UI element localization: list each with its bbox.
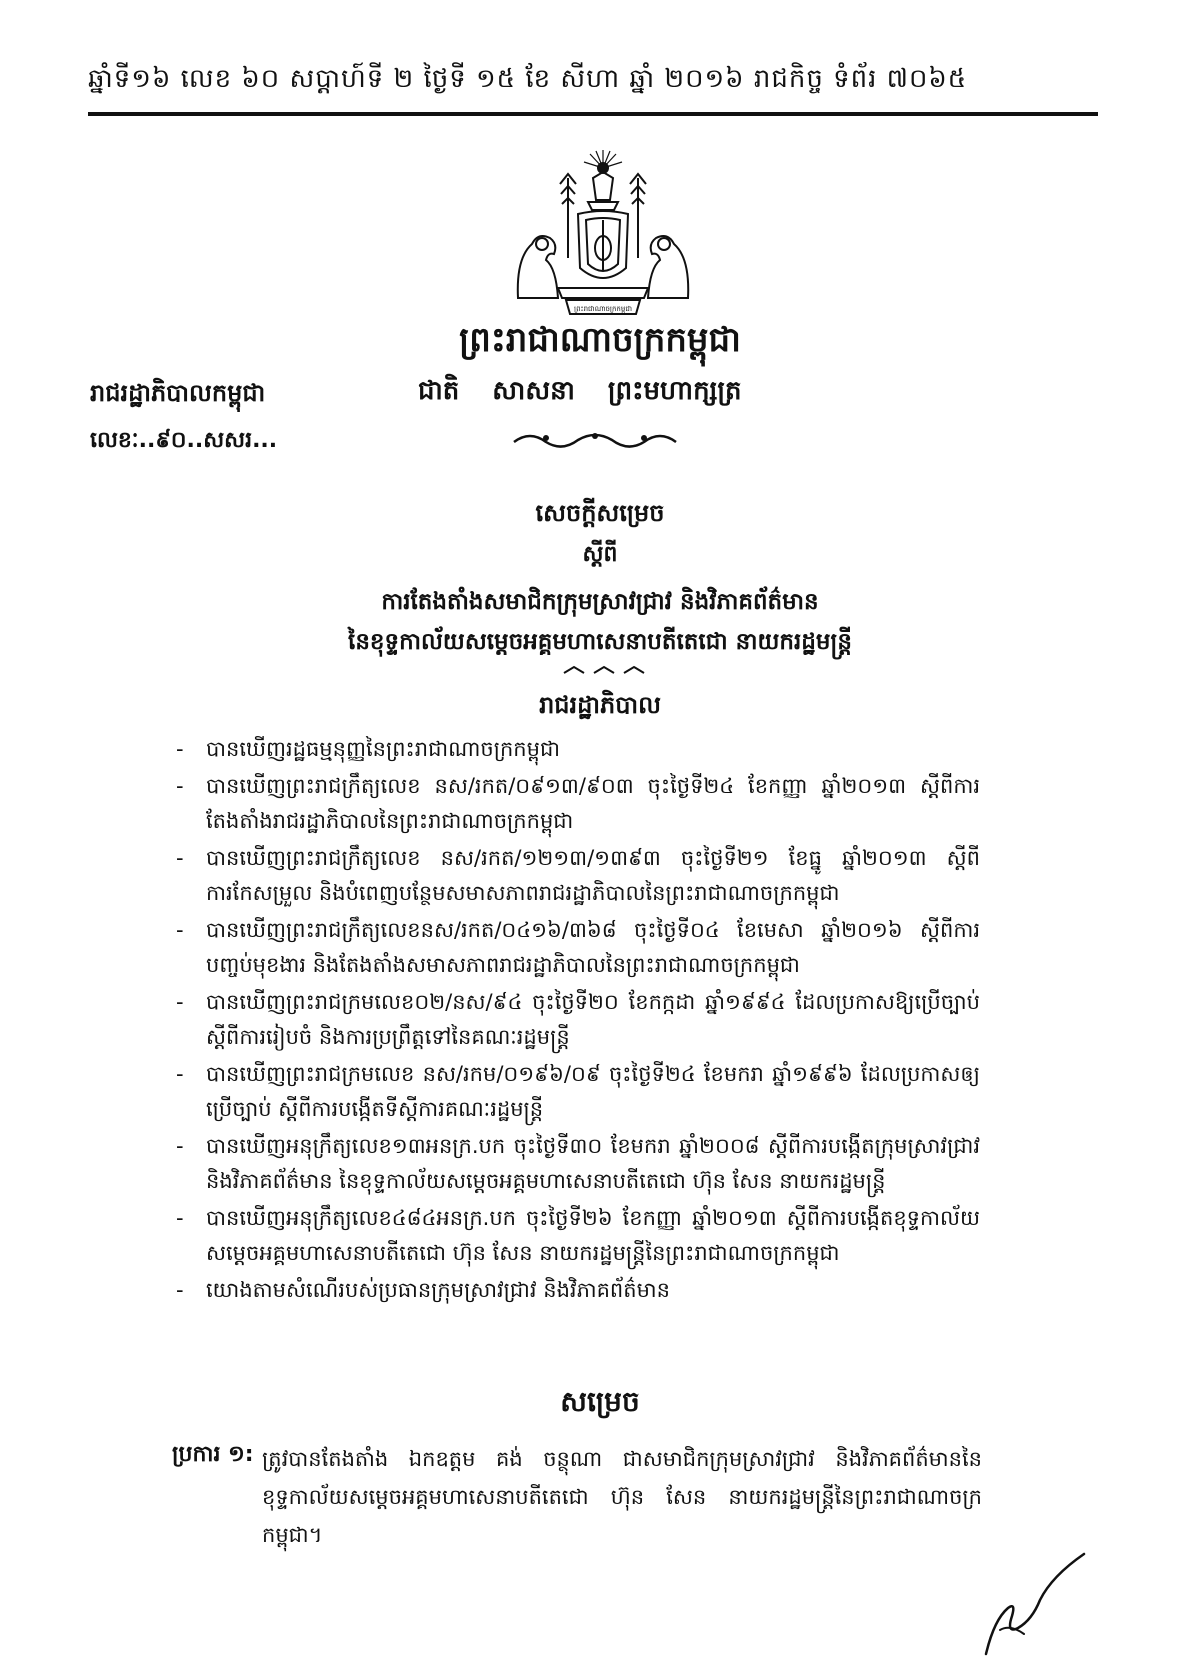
citation-item: - យោងតាមសំណើរបស់ប្រធានក្រុមស្រាវជ្រាវ និងវិភាគព័ត៌មាន xyxy=(176,1278,670,1302)
reference-number: លេខៈ..៩០..សសរ... xyxy=(90,428,278,453)
citation-item: - បានឃើញព្រះរាជក្រមលេខ នស/រកម/០១៩៦/០៩ ចុះថ្ងៃទី២៤ ខែមករា ឆ្នាំ១៩៩៦ ដែលប្រកាសឲ្យប្រើច្បាប់ ស្តីពីការបង្កើតទីស្តីការគណៈរដ្ឋមន្ត្រី xyxy=(176,1062,980,1121)
article-1-text: ត្រូវបានតែងតាំង ឯកឧត្តម គង់ ចន្ថុណា ជាសមាជិកក្រុមស្រាវជ្រាវ និងវិភាគព័ត៌មាននៃខុទ្ទកាល័យសម្តេចអគ្គមហាសេនាបតីតេជោ ហ៊ុន សែន នាយករដ្ឋមន្ត្រីនៃព្រះរាជាណាចក្រកម្ពុជា។ xyxy=(262,1447,982,1547)
document-about: ស្តីពី xyxy=(582,542,618,567)
citation-text: បានឃើញអនុក្រឹត្យលេខ១៣អនក្រ.បក ចុះថ្ងៃទី៣០ ខែមករា ឆ្នាំ២០០៨ ស្តីពីការបង្កើតក្រុមស្រាវជ្រាវ និងវិភាគព័ត៌មាន នៃខុទ្ទកាល័យសម្តេចអគ្គមហាសេនាបតីតេជោ ហ៊ុន សែន នាយករដ្ឋមន្ត្រី xyxy=(206,1134,980,1193)
citation-item: - បានឃើញព្រះរាជក្រឹត្យលេខ នស/រកត/០៩១៣/៩០៣ ចុះថ្ងៃទី២៤ ខែកញ្ញា ឆ្នាំ២០១៣ ស្តីពីការតែងតាំងរាជរដ្ឋាភិបាលនៃព្រះរាជាណាចក្រកម្ពុជា xyxy=(176,774,980,833)
citation-text: បានឃើញព្រះរាជក្រឹត្យលេខ នស/រកត/១២១៣/១៣៩៣ ចុះថ្ងៃទី២១ ខែធ្នូ ឆ្នាំ២០១៣ ស្តីពីការកែសម្រួល និងបំពេញបន្ថែមសមាសភាពរាជរដ្ឋាភិបាលនៃព្រះរាជាណាចក្រកម្ពុជា xyxy=(206,846,980,905)
citation-item: - បានឃើញព្រះរាជក្រមលេខ០២/នស/៩៤ ចុះថ្ងៃទី២០ ខែកក្កដា ឆ្នាំ១៩៩៤ ដែលប្រកាសឱ្យប្រើច្បាប់ស្តីពីការរៀបចំ និងការប្រព្រឹត្តទៅនៃគណៈរដ្ឋមន្ត្រី xyxy=(176,990,980,1049)
citation-list xyxy=(172,732,980,1310)
small-ornament-icon xyxy=(560,663,650,677)
signature-mark-icon xyxy=(980,1550,1090,1660)
citation-text: បានឃើញព្រះរាជក្រឹត្យលេខ នស/រកត/០៩១៣/៩០៣ ចុះថ្ងៃទី២៤ ខែកញ្ញា ឆ្នាំ២០១៣ ស្តីពីការតែងតាំងរាជរដ្ឋាភិបាលនៃព្រះរាជាណាចក្រកម្ពុជា xyxy=(206,774,980,833)
subject-line: ការតែងតាំងសមាជិកក្រុមស្រាវជ្រាវ និងវិភាគព័ត៌មាន xyxy=(381,589,819,615)
document-subject xyxy=(230,582,970,662)
citation-item: - បានឃើញព្រះរាជក្រឹត្យលេខនស/រកត/០៤១៦/៣៦៨ ចុះថ្ងៃទី០៤ ខែមេសា ឆ្នាំ២០១៦ ស្តីពីការបញ្ចប់មុខងារ និងតែងតាំងសមាសភាពរាជរដ្ឋាភិបាលនៃព្រះរាជាណាចក្រកម្ពុជា xyxy=(176,918,980,977)
issuer-heading: រាជរដ្ឋាភិបាល xyxy=(539,691,661,719)
gazette-header: ឆ្នាំទី១៦ លេខ ៦០ សប្តាហ៍ទី ២ ថ្ងៃទី ១៥ ខែ សីហា ឆ្នាំ ២០១៦ រាជកិច្ច ទំព័រ ៧០៦៥ xyxy=(88,64,968,94)
subject-line: នៃខុទ្ទកាល័យសម្តេចអគ្គមហាសេនាបតីតេជោ នាយករដ្ឋមន្ត្រី xyxy=(348,629,852,655)
citation-text: បានឃើញព្រះរាជក្រមលេខ០២/នស/៩៤ ចុះថ្ងៃទី២០ ខែកក្កដា ឆ្នាំ១៩៩៤ ដែលប្រកាសឱ្យប្រើច្បាប់ស្តីពីការរៀបចំ និងការប្រព្រឹត្តទៅនៃគណៈរដ្ឋមន្ត្រី xyxy=(206,990,980,1049)
citation-item: - បានឃើញអនុក្រឹត្យលេខ៤៨៤អនក្រ.បក ចុះថ្ងៃទី២៦ ខែកញ្ញា ឆ្នាំ២០១៣ ស្តីពីការបង្កើតខុទ្ទកាល័យសម្តេចអគ្គមហាសេនាបតីតេជោ ហ៊ុន សែន នាយករដ្ឋមន្ត្រីនៃព្រះរាជាណាចក្រកម្ពុជា xyxy=(176,1206,980,1265)
citation-item: - បានឃើញព្រះរាជក្រឹត្យលេខ នស/រកត/១២១៣/១៣៩៣ ចុះថ្ងៃទី២១ ខែធ្នូ ឆ្នាំ២០១៣ ស្តីពីការកែសម្រួល និងបំពេញបន្ថែមសមាសភាពរាជរដ្ឋាភិបាលនៃព្រះរាជាណាចក្រកម្ពុជា xyxy=(176,846,980,905)
government-name: រាជរដ្ឋាភិបាលកម្ពុជា xyxy=(90,379,266,407)
document-type: សេចក្តីសម្រេច xyxy=(535,499,665,527)
citation-text: បានឃើញរដ្ឋធម្មនុញ្ញនៃព្រះរាជាណាចក្រកម្ពុជា xyxy=(206,737,560,761)
decision-heading: សម្រេច xyxy=(560,1385,640,1418)
citation-text: បានឃើញព្រះរាជក្រមលេខ នស/រកម/០១៩៦/០៩ ចុះថ្ងៃទី២៤ ខែមករា ឆ្នាំ១៩៩៦ ដែលប្រកាសឲ្យប្រើច្បាប់ ស្តីពីការបង្កើតទីស្តីការគណៈរដ្ឋមន្ត្រី xyxy=(206,1062,980,1121)
citation-item: - បានឃើញអនុក្រឹត្យលេខ១៣អនក្រ.បក ចុះថ្ងៃទី៣០ ខែមករា ឆ្នាំ២០០៨ ស្តីពីការបង្កើតក្រុមស្រាវជ្រាវ និងវិភាគព័ត៌មាន នៃខុទ្ទកាល័យសម្តេចអគ្គមហាសេនាបតីតេជោ ហ៊ុន សែន នាយករដ្ឋមន្ត្រី xyxy=(176,1134,980,1193)
ornament-divider-icon xyxy=(510,428,680,452)
national-motto: ជាតិ សាសនា ព្រះមហាក្សត្រ xyxy=(418,376,742,406)
citation-item: - បានឃើញរដ្ឋធម្មនុញ្ញនៃព្រះរាជាណាចក្រកម្ពុជា xyxy=(176,737,560,761)
citation-text: បានឃើញអនុក្រឹត្យលេខ៤៨៤អនក្រ.បក ចុះថ្ងៃទី២៦ ខែកញ្ញា ឆ្នាំ២០១៣ ស្តីពីការបង្កើតខុទ្ទកាល័យសម្តេចអគ្គមហាសេនាបតីតេជោ ហ៊ុន សែន នាយករដ្ឋមន្ត្រីនៃព្រះរាជាណាចក្រកម្ពុជា xyxy=(206,1206,980,1265)
royal-emblem-icon xyxy=(498,148,708,318)
citation-text: បានឃើញព្រះរាជក្រឹត្យលេខនស/រកត/០៤១៦/៣៦៨ ចុះថ្ងៃទី០៤ ខែមេសា ឆ្នាំ២០១៦ ស្តីពីការបញ្ចប់មុខងារ និងតែងតាំងសមាសភាពរាជរដ្ឋាភិបាលនៃព្រះរាជាណាចក្រកម្ពុជា xyxy=(206,918,980,977)
kingdom-title: ព្រះរាជាណាចក្រកម្ពុជា xyxy=(459,320,741,360)
citation-text: យោងតាមសំណើរបស់ប្រធានក្រុមស្រាវជ្រាវ និងវិភាគព័ត៌មាន xyxy=(206,1278,670,1302)
header-divider xyxy=(88,112,1098,116)
emblem-banner-text: ព្រះរាជាណាចក្រកម្ពុជា xyxy=(573,305,633,313)
article-1-label: ប្រការ ១: xyxy=(172,1442,254,1467)
